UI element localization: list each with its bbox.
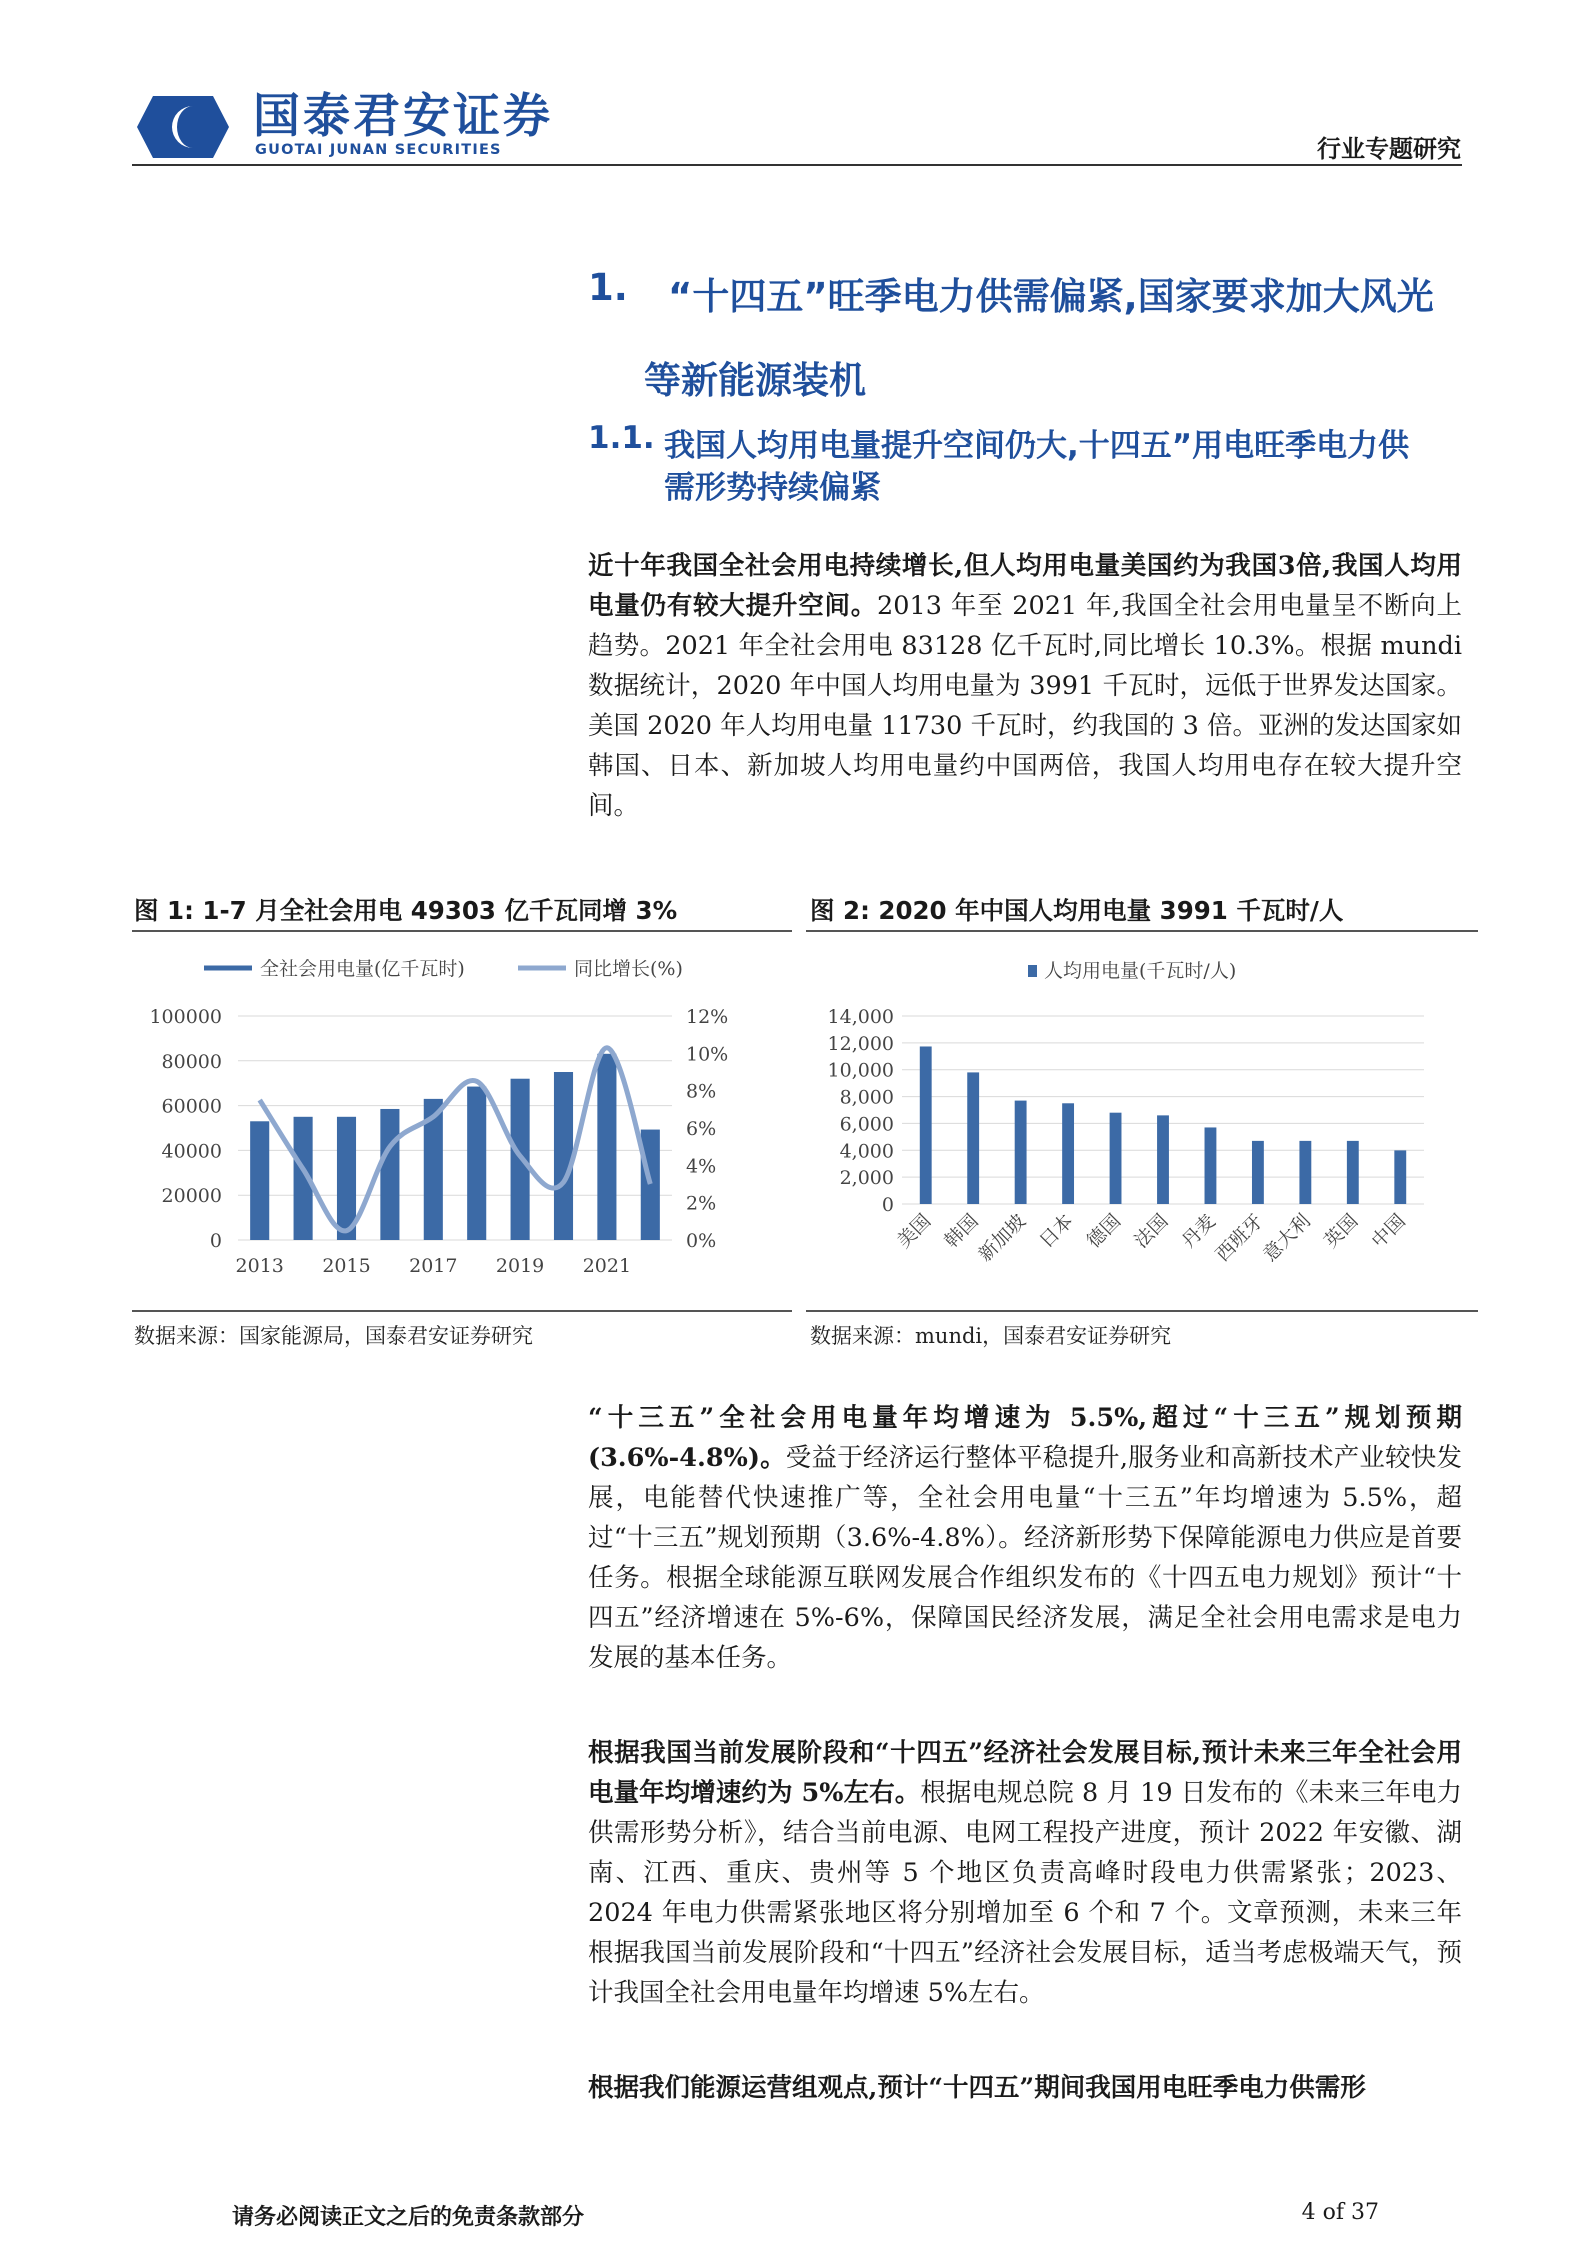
section-1-1-title-line2: 需形势持续偏紧 bbox=[664, 470, 881, 506]
section-1-1-number: 1.1. bbox=[588, 420, 655, 456]
figure-1-title: 图 1: 1-7 月全社会用电 49303 亿千瓦同增 3% bbox=[134, 896, 678, 925]
x-axis-tick-label: 新加坡 bbox=[974, 1209, 1031, 1266]
left-axis-tick-label: 40000 bbox=[161, 1140, 222, 1163]
x-axis-tick-label: 中国 bbox=[1367, 1209, 1410, 1253]
y-axis-tick-label: 12,000 bbox=[827, 1032, 894, 1055]
left-axis-tick-label: 80000 bbox=[161, 1050, 222, 1073]
right-axis-tick-label: 8% bbox=[686, 1080, 717, 1103]
left-axis-tick-label: 0 bbox=[209, 1230, 222, 1252]
footer-disclaimer: 请务必阅读正文之后的免责条款部分 bbox=[232, 2204, 585, 2230]
logo-mark-icon bbox=[135, 92, 231, 162]
x-axis-tick-label: 2015 bbox=[322, 1255, 371, 1277]
paragraph-2-lead: “十三五”全社会用电量年均增速为 5.5%,超过“十三五”规划预期(3.6%-4.8%)。 bbox=[588, 1403, 1462, 1473]
electricity-consumption-bar bbox=[641, 1130, 660, 1240]
paragraph-3-body: 根据电规总院 8 月 19 日发布的《未来三年电力供需形势分析》，结合当前电源、电网工程投产进度，预计 2022 年安徽、湖南、江西、重庆、贵州等 5 个地区负责高峰时段电力供需紧张；2023、2024 年电力供需紧张地区将分别增加至 6 个和 7 个。文章预测，未来三年根据我国当前发展阶段和“十四五”经济社会发展目标，适当考虑极端天气，预计我国全社会用电量年均增速 5%左右。 bbox=[588, 1778, 1462, 2008]
right-axis-tick-label: 2% bbox=[686, 1192, 717, 1215]
y-axis-tick-label: 2,000 bbox=[839, 1167, 894, 1190]
figure-1-chart bbox=[132, 932, 792, 1310]
figure-2-title: 图 2: 2020 年中国人均用电量 3991 千瓦时/人 bbox=[810, 896, 1344, 925]
per-capita-consumption-bar bbox=[1062, 1103, 1074, 1204]
per-capita-consumption-bar bbox=[1299, 1141, 1311, 1204]
section-1-1-title-line1: 我国人均用电量提升空间仍大,十四五”用电旺季电力供 bbox=[664, 428, 1410, 464]
electricity-consumption-bar bbox=[380, 1109, 399, 1240]
per-capita-consumption-bar bbox=[1110, 1113, 1122, 1204]
per-capita-consumption-bar bbox=[1205, 1127, 1217, 1204]
y-axis-tick-label: 4,000 bbox=[839, 1140, 894, 1163]
figure-2-legend bbox=[1028, 960, 1236, 982]
header-divider bbox=[132, 164, 1462, 166]
figure-1-legend bbox=[204, 958, 683, 980]
right-axis-tick-label: 10% bbox=[686, 1043, 729, 1066]
paragraph-1-lead: 近十年我国全社会用电持续增长,但人均用电量美国约为我国3倍,我国人均用电量仍有较大提升空间。 bbox=[588, 551, 1462, 621]
section-1-title-line2: 等新能源装机 bbox=[644, 359, 866, 402]
report-type: 行业专题研究 bbox=[1317, 134, 1461, 163]
per-capita-consumption-bar bbox=[1157, 1115, 1169, 1204]
x-axis-tick-label: 法国 bbox=[1130, 1209, 1173, 1253]
per-capita-consumption-bar bbox=[967, 1072, 979, 1204]
y-axis-tick-label: 14,000 bbox=[827, 1006, 894, 1028]
legend-bar-label: 人均用电量(千瓦时/人) bbox=[1044, 960, 1237, 982]
x-axis-tick-label: 2013 bbox=[235, 1255, 284, 1277]
per-capita-consumption-bar bbox=[920, 1046, 932, 1204]
paragraph-4-lead: 根据我们能源运营组观点,预计“十四五”期间我国用电旺季电力供需形 bbox=[588, 2073, 1366, 2103]
figure-2-chart bbox=[806, 932, 1478, 1310]
company-name-cn: 国泰君安证券 bbox=[253, 89, 553, 144]
company-name-en: GUOTAI JUNAN SECURITIES bbox=[255, 142, 502, 158]
figure-2-source: 数据来源：mundi，国泰君安证券研究 bbox=[810, 1324, 1172, 1348]
paragraph-4 bbox=[588, 2068, 1462, 2108]
x-axis-tick-label: 丹麦 bbox=[1177, 1209, 1220, 1253]
x-axis-tick-label: 德国 bbox=[1082, 1209, 1126, 1253]
legend-bar-swatch bbox=[1028, 965, 1037, 977]
x-axis-tick-label: 2021 bbox=[582, 1255, 632, 1277]
figure-1-source: 数据来源：国家能源局，国泰君安证券研究 bbox=[134, 1324, 533, 1348]
paragraph-1-body: 2013 年至 2021 年,我国全社会用电量呈不断向上趋势。2021 年全社会用电 83128 亿千瓦时,同比增长 10.3%。根据 mundi 数据统计，2020 年中国人均用电量为 3991 千瓦时，远低于世界发达国家。美国 2020 年人均用电量 11730 千瓦时，约我国的 3 倍。亚洲的发达国家如韩国、日本、新加坡人均用电量约中国两倍，我国人均用电存在较大提升空间。 bbox=[588, 591, 1462, 821]
yoy-growth-line bbox=[260, 1048, 651, 1231]
x-axis-tick-label: 意大利 bbox=[1259, 1209, 1315, 1266]
electricity-consumption-bar bbox=[554, 1072, 573, 1240]
left-axis-tick-label: 20000 bbox=[161, 1185, 222, 1208]
x-axis-tick-label: 美国 bbox=[892, 1209, 936, 1253]
right-axis-tick-label: 4% bbox=[686, 1155, 717, 1178]
per-capita-consumption-bar bbox=[1015, 1101, 1027, 1204]
paragraph-2-body: 受益于经济运行整体平稳提升,服务业和高新技术产业较快发展，电能替代快速推广等，全社会用电量“十三五”年均增速为 5.5%，超过“十三五”规划预期（3.6%-4.8%）。经济新形势下保障能源电力供应是首要任务。根据全球能源互联网发展合作组织发布的《十四五电力规划》预计“十四五”经济增速在 5%-6%，保障国民经济发展，满足全社会用电需求是电力发展的基本任务。 bbox=[588, 1443, 1462, 1673]
company-logo bbox=[135, 88, 595, 168]
paragraph-2 bbox=[588, 1398, 1462, 1678]
paragraph-1 bbox=[588, 546, 1462, 826]
legend-bar-label: 全社会用电量(亿千瓦时) bbox=[260, 958, 465, 980]
section-1-title-line1: “十四五”旺季电力供需偏紧,国家要求加大风光 bbox=[668, 275, 1434, 318]
right-axis-tick-label: 0% bbox=[686, 1230, 717, 1252]
right-axis-tick-label: 6% bbox=[686, 1118, 717, 1140]
electricity-consumption-bar bbox=[597, 1054, 616, 1240]
figure-2-bottom-rule bbox=[806, 1310, 1478, 1312]
x-axis-tick-label: 英国 bbox=[1319, 1209, 1363, 1253]
y-axis-tick-label: 6,000 bbox=[839, 1113, 894, 1136]
per-capita-consumption-bar bbox=[1252, 1141, 1264, 1204]
left-axis-tick-label: 100000 bbox=[149, 1006, 222, 1028]
figure-1-bottom-rule bbox=[132, 1310, 792, 1312]
x-axis-tick-label: 日本 bbox=[1035, 1209, 1078, 1253]
per-capita-consumption-bar bbox=[1347, 1141, 1359, 1204]
page-number: 4 of 37 bbox=[1301, 2200, 1379, 2225]
y-axis-tick-label: 0 bbox=[881, 1194, 894, 1216]
x-axis-tick-label: 2017 bbox=[409, 1255, 458, 1277]
y-axis-tick-label: 10,000 bbox=[827, 1059, 894, 1082]
x-axis-tick-label: 韩国 bbox=[940, 1209, 983, 1253]
paragraph-3 bbox=[588, 1733, 1462, 2013]
per-capita-consumption-bar bbox=[1394, 1150, 1406, 1204]
section-1-number: 1. bbox=[588, 266, 628, 309]
left-axis-tick-label: 60000 bbox=[161, 1095, 222, 1118]
legend-line-label: 同比增长(%) bbox=[574, 958, 683, 980]
electricity-consumption-bar bbox=[250, 1121, 269, 1240]
x-axis-tick-label: 西班牙 bbox=[1211, 1209, 1268, 1266]
electricity-consumption-bar bbox=[467, 1087, 486, 1240]
y-axis-tick-label: 8,000 bbox=[839, 1086, 894, 1109]
right-axis-tick-label: 12% bbox=[686, 1006, 729, 1028]
paragraph-3-lead: 根据我国当前发展阶段和“十四五”经济社会发展目标,预计未来三年全社会用电量年均增速约为 5%左右。 bbox=[588, 1738, 1462, 1808]
x-axis-tick-label: 2019 bbox=[495, 1255, 545, 1277]
